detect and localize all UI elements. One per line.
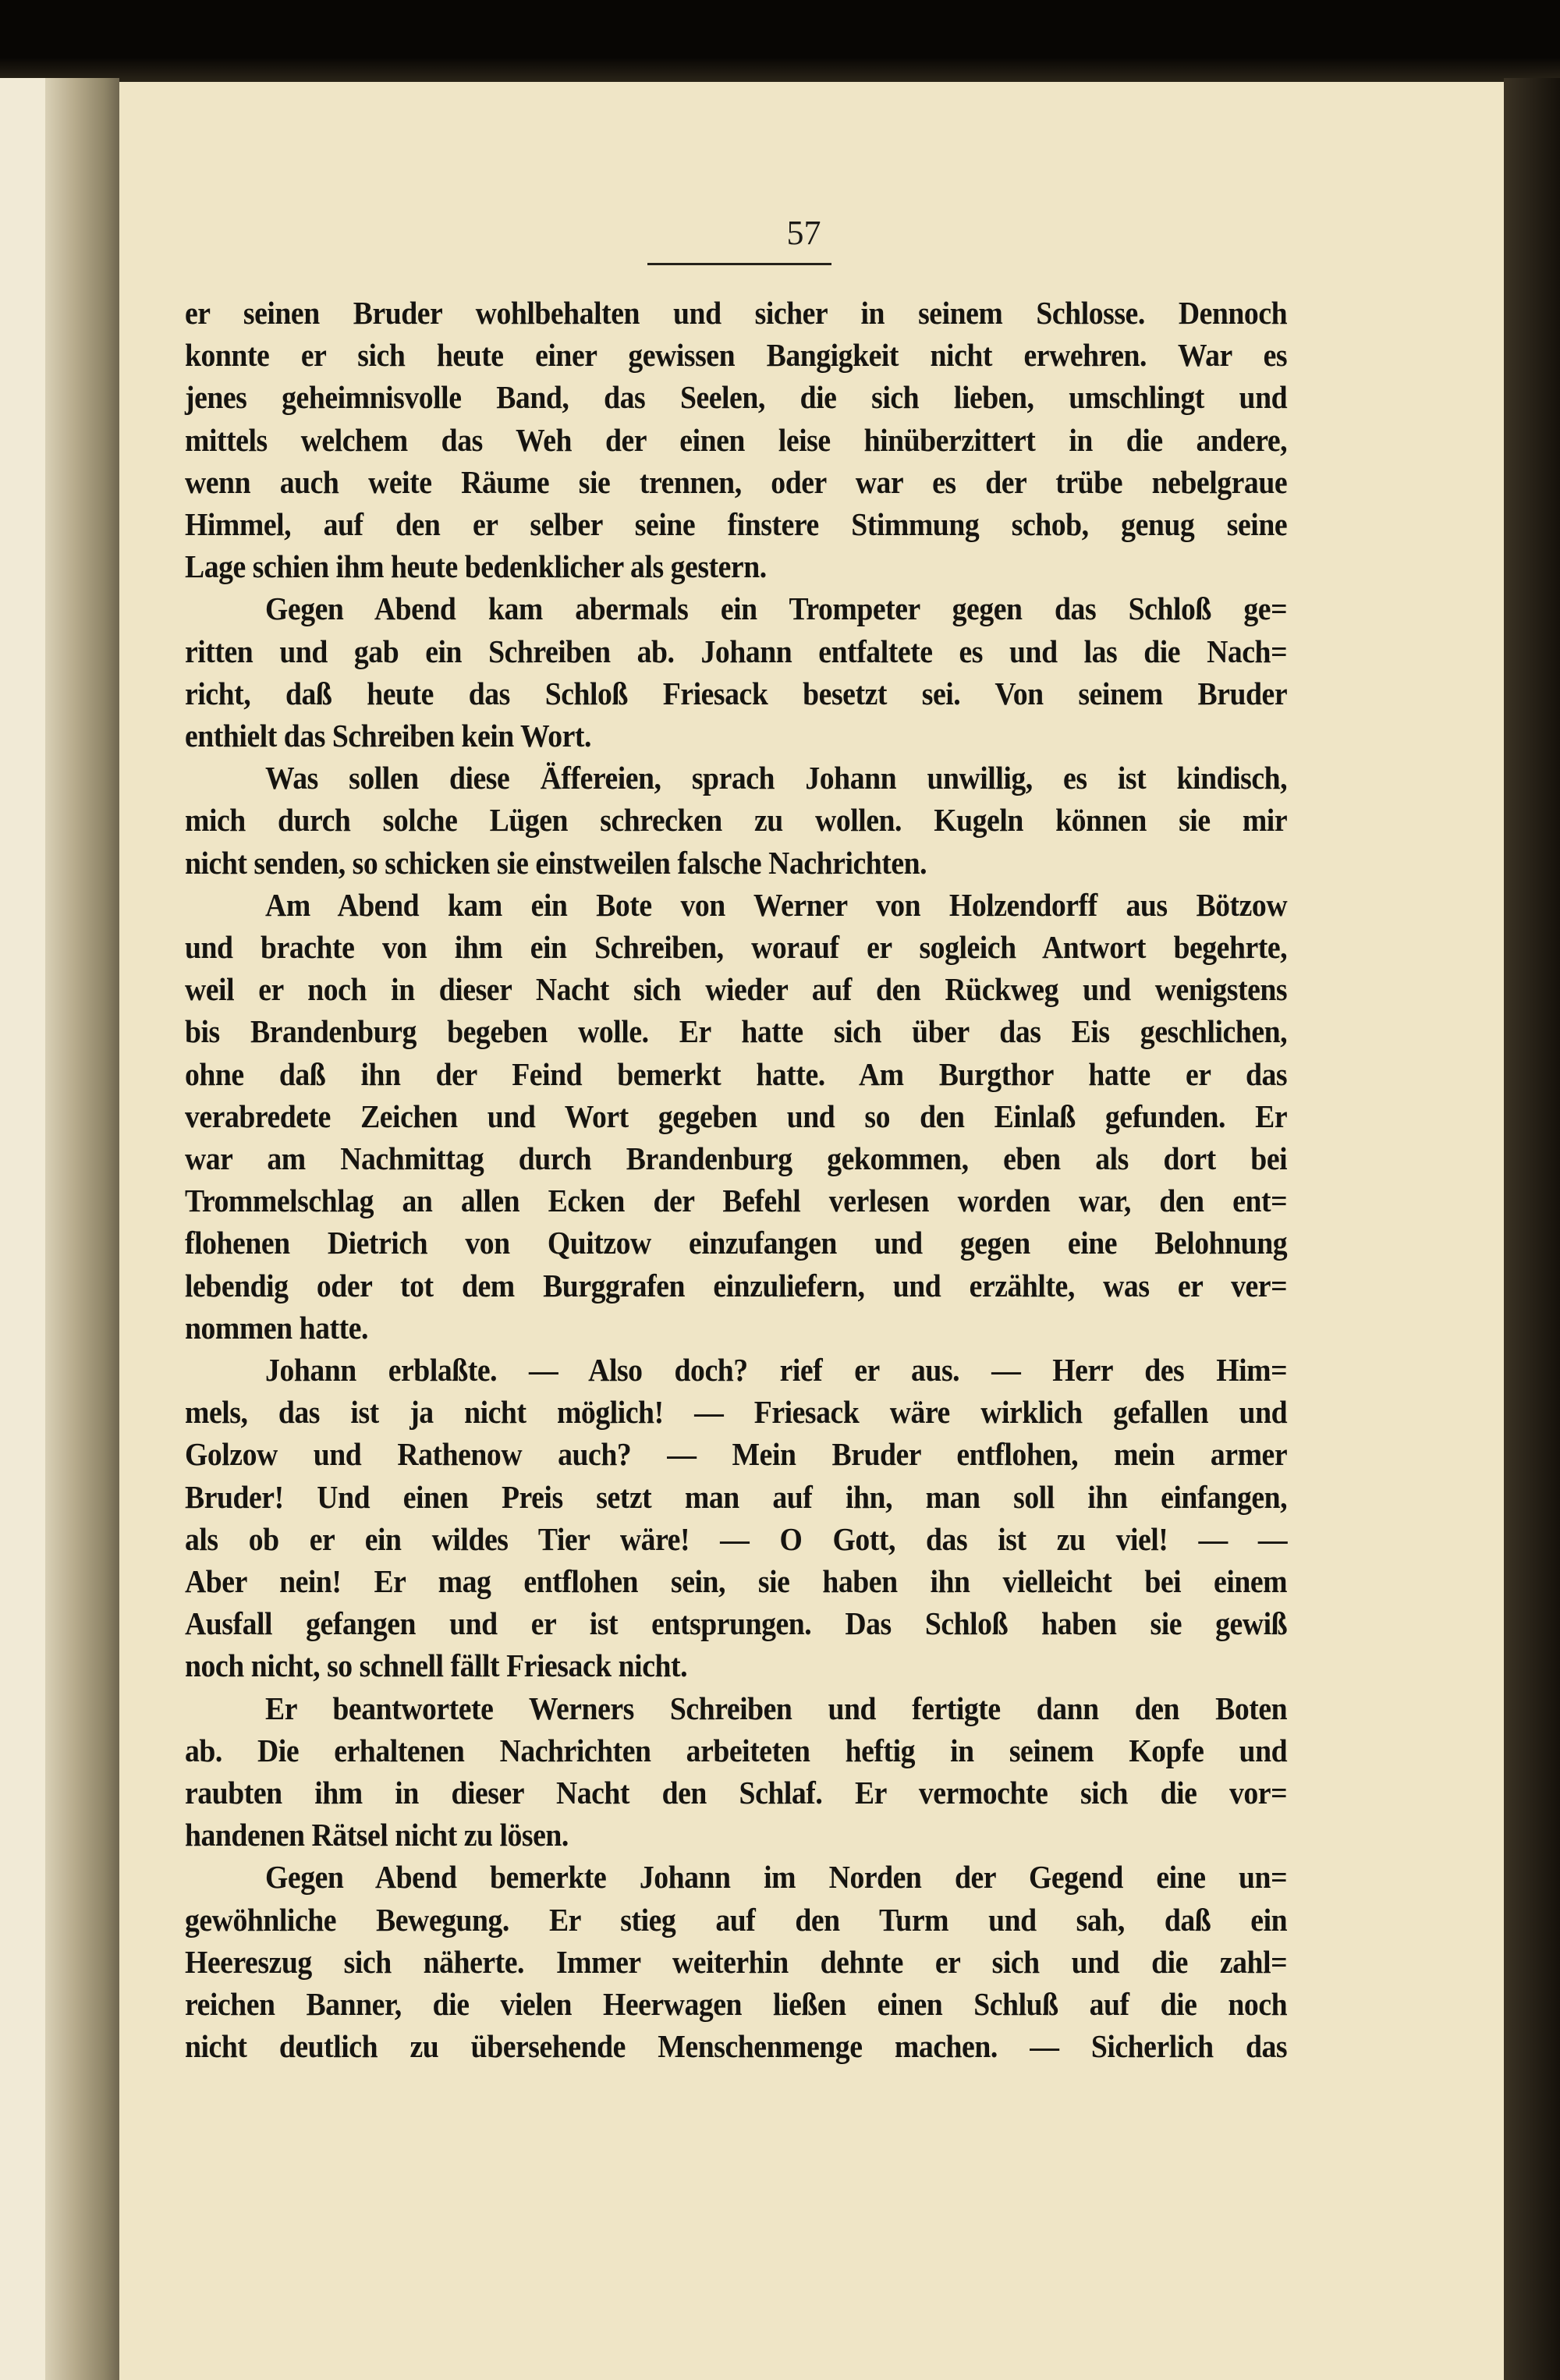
book-gutter-shadow — [45, 78, 119, 2380]
text-line: reichen Banner, die vielen Heerwagen ließen einen Schluß auf die noch — [185, 1986, 1288, 2022]
text-line: gewöhnliche Bewegung. Er stieg auf den Turm und sah, daß ein — [185, 1901, 1288, 1938]
text-line: Heereszug sich näherte. Immer weiterhin dehnte er sich und die zahl= — [185, 1943, 1288, 1980]
text-line: Bruder! Und einen Preis setzt man auf ihn, man soll ihn einfangen, — [185, 1478, 1288, 1515]
text-line: ab. Die erhaltenen Nachrichten arbeiteten heftig in seinem Kopfe und — [185, 1732, 1288, 1768]
text-line: und brachte von ihm ein Schreiben, worauf er sogleich Antwort begehrte, — [185, 929, 1288, 965]
text-line: Trommelschlag an allen Ecken der Befehl verlesen worden war, den ent= — [185, 1183, 1288, 1219]
text-line: mich durch solche Lügen schrecken zu wollen. Kugeln können sie mir — [185, 802, 1288, 839]
book-page — [119, 82, 1504, 2380]
text-line: wenn auch weite Räume sie trennen, oder war es der trübe nebelgraue — [185, 463, 1288, 500]
text-line: Himmel, auf den er selber seine finstere Stimmung schob, genug seine — [185, 506, 1288, 542]
text-line: Ausfall gefangen und er ist entsprungen. Das Schloß haben sie gewiß — [185, 1605, 1288, 1642]
text-line: ritten und gab ein Schreiben ab. Johann entfaltete es und las die Nach= — [185, 633, 1288, 669]
text-line: Was sollen diese Äffereien, sprach Johann unwillig, es ist kindisch, — [265, 760, 1288, 796]
text-line: bis Brandenburg begeben wolle. Er hatte sich über das Eis geschlichen, — [185, 1013, 1288, 1050]
text-line: handenen Rätsel nicht zu lösen. — [185, 1817, 569, 1853]
text-line: Er beantwortete Werners Schreiben und fertigte dann den Boten — [265, 1690, 1288, 1726]
text-line: raubten ihm in dieser Nacht den Schlaf. Er vermochte sich die vor= — [185, 1775, 1288, 1811]
text-line: Lage schien ihm heute bedenklicher als gestern. — [185, 548, 767, 585]
text-line: mittels welchem das Weh der einen leise hinüberzittert in die andere, — [185, 421, 1288, 458]
text-line: als ob er ein wildes Tier wäre! — O Gott, das ist zu viel! — — — [185, 1520, 1288, 1557]
text-line: Gegen Abend bemerkte Johann im Norden der Gegend eine un= — [265, 1859, 1288, 1896]
header-rule — [647, 263, 831, 265]
text-line: konnte er sich heute einer gewissen Bangigkeit nicht erwehren. War es — [185, 337, 1288, 374]
text-line: war am Nachmittag durch Brandenburg gekommen, eben als dort bei — [185, 1140, 1288, 1176]
text-line: verabredete Zeichen und Wort gegeben und so den Einlaß gefunden. Er — [185, 1098, 1288, 1134]
adjacent-page-edge — [0, 78, 45, 2380]
text-line: jenes geheimnisvolle Band, das Seelen, die sich lieben, umschlingt und — [185, 379, 1288, 416]
text-line: er seinen Bruder wohlbehalten und sicher in seinem Schlosse. Dennoch — [185, 295, 1288, 331]
text-line: Aber nein! Er mag entflohen sein, sie haben ihn vielleicht bei einem — [185, 1563, 1288, 1599]
text-line: weil er noch in dieser Nacht sich wieder auf den Rückweg und wenigstens — [185, 971, 1288, 1008]
text-line: lebendig oder tot dem Burggrafen einzuliefern, und erzählte, was er ver= — [185, 1267, 1288, 1304]
text-line: nicht deutlich zu übersehende Menschenmenge machen. — Sicherlich das — [185, 2028, 1288, 2065]
page-number: 57 — [786, 214, 821, 252]
text-line: mels, das ist ja nicht möglich! — Friesack wäre wirklich gefallen und — [185, 1394, 1288, 1431]
text-line: nommen hatte. — [185, 1309, 368, 1346]
text-line: nicht senden, so schicken sie einstweilen falsche Nachrichten. — [185, 844, 927, 881]
text-line: Gegen Abend kam abermals ein Trompeter gegen das Schloß ge= — [265, 591, 1288, 627]
text-line: ohne daß ihn der Feind bemerkt hatte. Am Burgthor hatte er das — [185, 1055, 1288, 1092]
scan-right-border — [1504, 78, 1560, 2380]
text-line: noch nicht, so schnell fällt Friesack nicht. — [185, 1648, 688, 1684]
scan-top-border — [0, 0, 1560, 82]
text-line: enthielt das Schreiben kein Wort. — [185, 718, 591, 754]
text-line: Johann erblaßte. — Also doch? rief er aus. — Herr des Him= — [265, 1352, 1288, 1388]
text-line: richt, daß heute das Schloß Friesack besetzt sei. Von seinem Bruder — [185, 675, 1288, 711]
text-line: Golzow und Rathenow auch? — Mein Bruder entflohen, mein armer — [185, 1436, 1288, 1473]
text-line: Am Abend kam ein Bote von Werner von Holzendorff aus Bötzow — [265, 886, 1288, 923]
text-line: flohenen Dietrich von Quitzow einzufangen und gegen eine Belohnung — [185, 1225, 1288, 1261]
